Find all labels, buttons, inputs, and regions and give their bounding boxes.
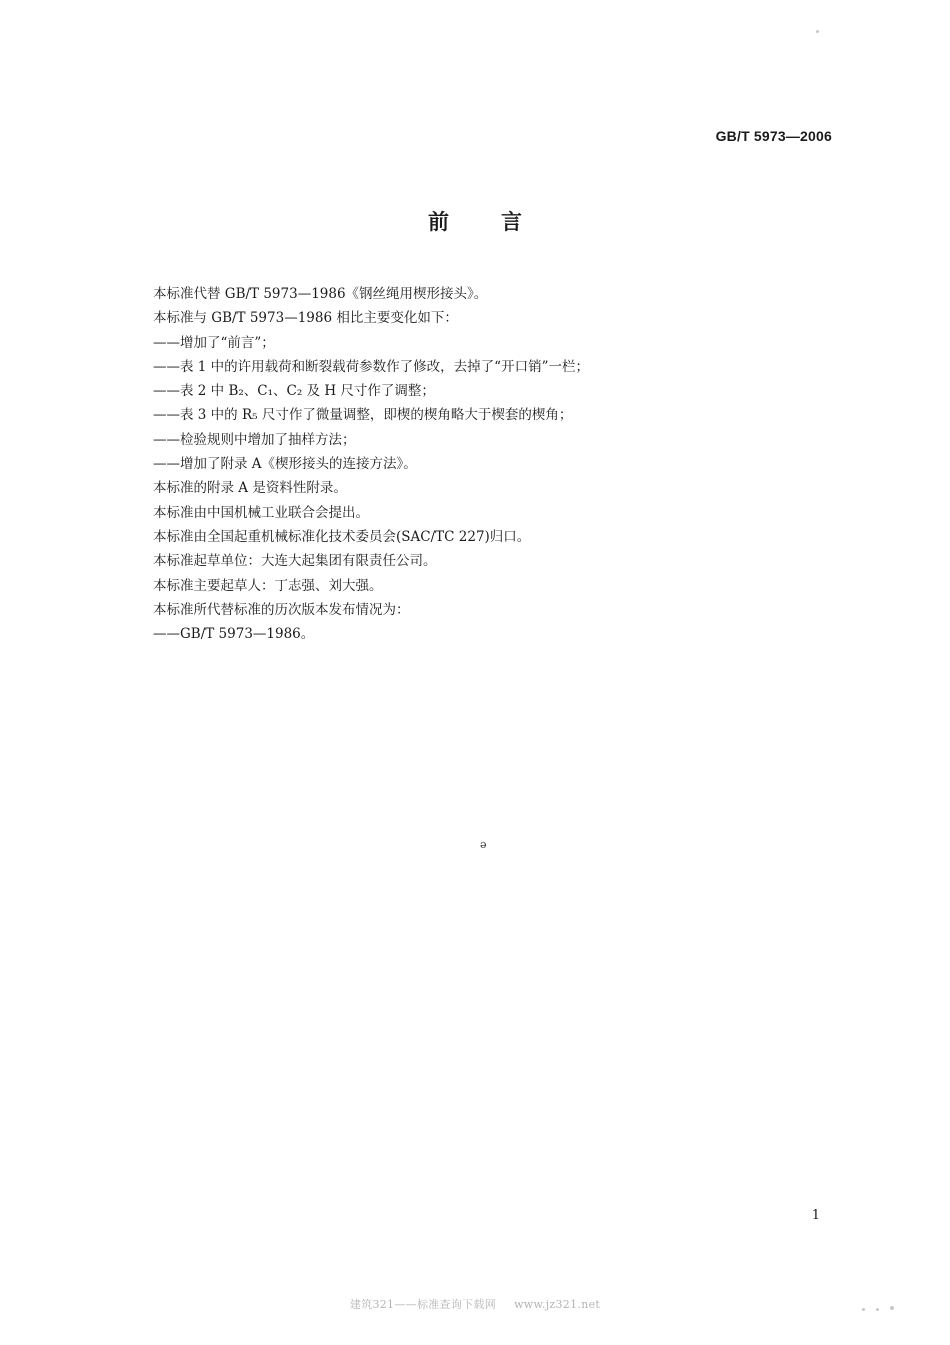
watermark-url: www.jz321.net xyxy=(514,1298,601,1311)
scan-speck xyxy=(876,1308,879,1311)
foreword-body xyxy=(153,282,853,646)
paragraph-line: 本标准与 GB/T 5973—1986 相比主要变化如下： xyxy=(153,310,458,327)
paragraph-line: 本标准由中国机械工业联合会提出。 xyxy=(153,504,369,521)
scan-speck xyxy=(816,30,819,33)
watermark-site: 建筑321——标准查询下载网 xyxy=(349,1298,497,1311)
paragraph-line: 本标准主要起草人：丁志强、刘大强。 xyxy=(153,577,383,594)
list-item: ——增加了附录 A《楔形接头的连接方法》。 xyxy=(153,456,417,473)
paragraph-line: 本标准起草单位：大连大起集团有限责任公司。 xyxy=(153,553,437,570)
list-item: ——表 3 中的 R₅ 尺寸作了微量调整，即楔的楔角略大于楔套的楔角； xyxy=(153,407,573,424)
scan-mark: ǝ xyxy=(480,838,487,851)
paragraph-line: 本标准的附录 A 是资料性附录。 xyxy=(153,480,347,497)
paragraph-line: 本标准代替 GB/T 5973—1986《钢丝绳用楔形接头》。 xyxy=(153,286,488,302)
page-number: 1 xyxy=(811,1208,820,1223)
scan-speck xyxy=(890,1306,894,1310)
title-char-1: 前 xyxy=(428,210,449,234)
list-item: ——检验规则中增加了抽样方法； xyxy=(153,431,356,448)
page-title xyxy=(0,206,950,236)
paragraph-line: 本标准所代替标准的历次版本发布情况为： xyxy=(153,601,410,618)
title-char-2: 言 xyxy=(501,210,522,234)
list-item: ——表 1 中的许用载荷和断裂载荷参数作了修改，去掉了“开口销”一栏； xyxy=(153,358,589,375)
list-item: ——增加了“前言”； xyxy=(153,334,275,351)
watermark xyxy=(0,1296,950,1312)
standard-code: GB/T 5973—2006 xyxy=(715,128,832,144)
paragraph-line: 本标准由全国起重机械标准化技术委员会(SAC/TC 227)归口。 xyxy=(153,528,531,545)
list-item: ——表 2 中 B₂、C₁、C₂ 及 H 尺寸作了调整； xyxy=(153,383,435,400)
scan-speck xyxy=(862,1308,865,1311)
list-item: ——GB/T 5973—1986。 xyxy=(153,626,315,643)
